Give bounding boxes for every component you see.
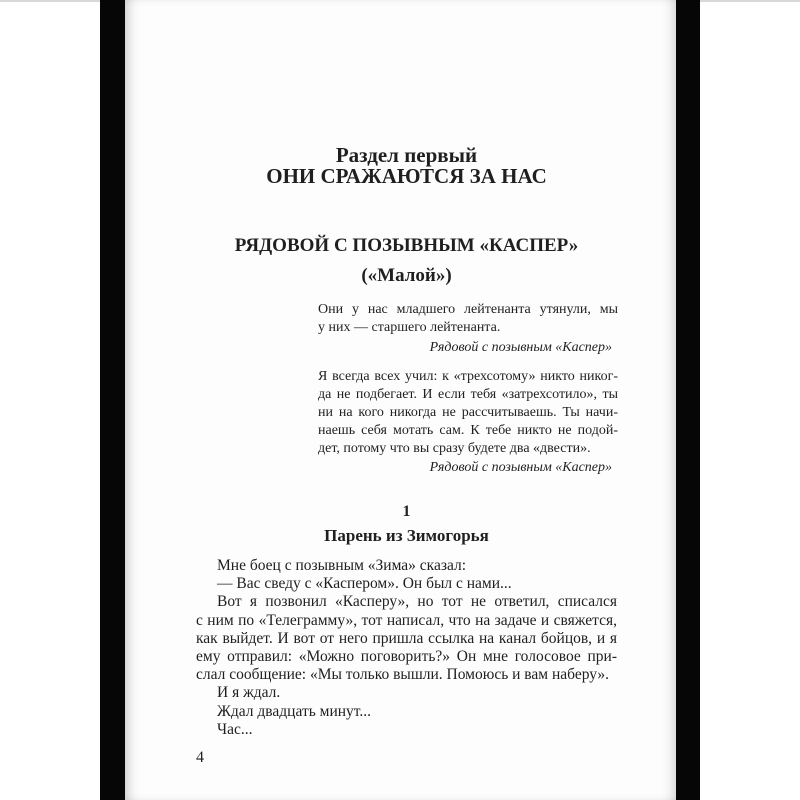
chapter-subtitle: («Малой») <box>361 265 452 286</box>
epigraph-2-attribution: Рядовой с позывным «Каспер» <box>429 460 612 475</box>
epigraph-line: да не подбегает. И если тебя «затрехсотило», ты <box>318 387 618 402</box>
right-frame-bar <box>676 0 700 800</box>
book-page <box>125 0 676 800</box>
body-line: — Вас сведу с «Каспером». Он был с нами... <box>217 575 512 593</box>
body-text <box>196 557 617 739</box>
page-number: 4 <box>196 749 204 766</box>
epigraph-1-attribution: Рядовой с позывным «Каспер» <box>429 340 612 355</box>
subsection-number: 1 <box>402 503 411 520</box>
epigraph-line: наешь себя мотать сам. К тебе никто не подой- <box>318 423 618 438</box>
section-title: ОНИ СРАЖАЮТСЯ ЗА НАС <box>266 164 547 188</box>
chapter-title: РЯДОВОЙ С ПОЗЫВНЫМ «КАСПЕР» <box>234 235 579 256</box>
body-line: слал сообщение: «Мы только вышли. Помоюсь и вам наберу». <box>196 666 610 684</box>
epigraph-line: дет, потому что вы сразу будете два «двести». <box>318 441 591 456</box>
body-line: с ним по «Телеграмму», тот написал, что на задаче и свяжется, <box>196 611 617 629</box>
epigraph-1 <box>318 301 618 337</box>
epigraph-line: у них — старшего лейтенанта. <box>318 320 501 335</box>
body-line: Мне боец с позывным «Зима» сказал: <box>217 557 467 574</box>
section-label: Раздел первый <box>335 143 478 167</box>
epigraph-line: Я всегда всех учил: к «трехсотому» никто никог- <box>318 369 618 384</box>
epigraph-2 <box>318 368 618 458</box>
body-line: И я ждал. <box>217 684 281 702</box>
epigraph-line: Они у нас младшего лейтенанта утянули, мы <box>318 302 618 317</box>
epigraph-line: ни на кого никогда не рассчитываешь. Ты начи- <box>318 405 618 420</box>
body-line: как выйдет. И вот от него пришла ссылка на канал бойцов, и я <box>196 629 617 647</box>
subsection-title: Парень из Зимогорья <box>324 526 489 545</box>
body-line: ему отправил: «Можно поговорить?» Он мне голосовое при- <box>196 648 617 666</box>
body-line: Час... <box>217 720 253 738</box>
left-frame-bar <box>100 0 125 800</box>
section-heading <box>196 145 617 187</box>
body-line: Ждал двадцать минут... <box>217 702 372 720</box>
body-line: Вот я позвонил «Касперу», но тот не ответил, списался <box>217 593 617 611</box>
